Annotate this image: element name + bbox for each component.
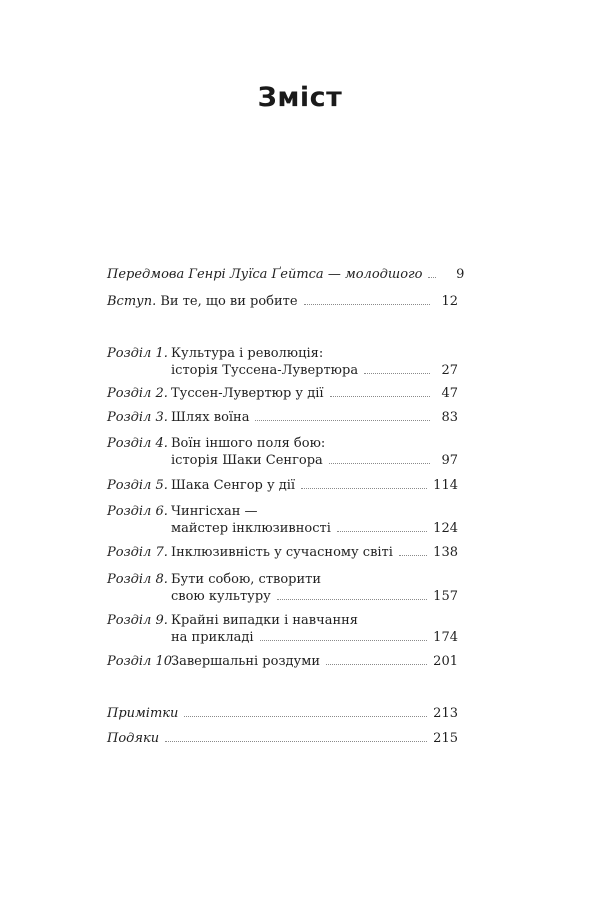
- chapter-label: Розділ 9.: [107, 613, 168, 628]
- toc-page-number: 124: [433, 521, 458, 536]
- toc-chapter-7[interactable]: [107, 544, 458, 561]
- chapter-title-line: на прикладі: [171, 630, 254, 645]
- toc-entry-introduction[interactable]: [107, 293, 458, 310]
- toc-page-number: 174: [433, 630, 458, 645]
- chapter-title-line: історія Туссена-Лувертюра: [171, 363, 359, 378]
- toc-entry-title: Ви те, що ви робите: [160, 294, 298, 309]
- chapter-title-line: Крайні випадки і навчання: [171, 613, 358, 628]
- toc-chapter-3[interactable]: [107, 409, 458, 426]
- toc-page-number: 213: [433, 706, 458, 721]
- dot-leader: [399, 555, 427, 556]
- chapter-title-line: Культура і революція:: [171, 346, 324, 361]
- toc-chapter-2[interactable]: [107, 385, 458, 402]
- toc-chapter-8[interactable]: [107, 571, 458, 605]
- toc-page-number: 215: [433, 731, 458, 746]
- toc-chapter-10[interactable]: [107, 653, 458, 670]
- toc-entry-acknowledgments[interactable]: [107, 730, 458, 747]
- dot-leader: [337, 531, 427, 532]
- chapter-title-line: Шака Сенгор у дії: [171, 478, 296, 493]
- chapter-label: Розділ 3.: [107, 410, 168, 425]
- chapter-title-line: Інклюзивність у сучасному світі: [171, 545, 393, 560]
- toc-page-number: 114: [433, 478, 458, 493]
- chapter-label: Розділ 10.: [107, 654, 177, 669]
- dot-leader: [364, 373, 430, 374]
- toc-entry-notes[interactable]: [107, 705, 458, 722]
- chapter-title-line: Чингісхан —: [171, 504, 258, 519]
- dot-leader: [329, 463, 430, 464]
- chapter-label: Розділ 1.: [107, 346, 168, 361]
- toc-page-number: 47: [441, 386, 458, 401]
- page-title: Зміст: [257, 82, 343, 113]
- dot-leader: [255, 420, 430, 421]
- toc-entry-foreword[interactable]: [107, 266, 465, 283]
- toc-page-number: 83: [441, 410, 458, 425]
- toc-chapter-9[interactable]: [107, 612, 458, 646]
- dot-leader: [326, 664, 427, 665]
- chapter-title-line: історія Шаки Сенгора: [171, 453, 323, 468]
- toc-page-number: 27: [441, 363, 458, 378]
- chapter-title-line: свою культуру: [171, 589, 271, 604]
- chapter-title-line: Завершальні роздуми: [171, 654, 320, 669]
- dot-leader: [304, 304, 430, 305]
- toc-page-number: 157: [433, 589, 458, 604]
- dot-leader: [184, 716, 427, 717]
- chapter-label: Розділ 4.: [107, 436, 168, 451]
- chapter-label: Розділ 6.: [107, 504, 168, 519]
- chapter-label: Розділ 8.: [107, 572, 168, 587]
- toc-page-number: 97: [441, 453, 458, 468]
- toc-chapter-6[interactable]: [107, 503, 458, 537]
- chapter-label: Розділ 2.: [107, 386, 168, 401]
- chapter-title-line: Шлях воїна: [171, 410, 250, 425]
- toc-chapter-1[interactable]: [107, 345, 458, 379]
- chapter-title-line: майстер інклюзивності: [171, 521, 331, 536]
- toc-entry-title: Примітки: [107, 706, 179, 721]
- chapter-label: Розділ 7.: [107, 545, 168, 560]
- dot-leader: [260, 640, 428, 641]
- toc-entry-title: Подяки: [107, 731, 160, 746]
- dot-leader: [428, 277, 436, 278]
- chapter-title-line: Бути собою, створити: [171, 572, 321, 587]
- toc-entry-title: Передмова Генрі Луїса Ґейтса — молодшого: [107, 267, 423, 282]
- toc-page-number: 12: [441, 294, 458, 309]
- toc-chapter-5[interactable]: [107, 477, 458, 494]
- chapter-title-line: Туссен-Лувертюр у дії: [171, 386, 324, 401]
- chapter-label: Розділ 5.: [107, 478, 168, 493]
- chapter-title-line: Воїн іншого поля бою:: [171, 436, 326, 451]
- toc-page-number: 9: [456, 267, 465, 282]
- toc-entry-prefix: Вступ.: [107, 294, 157, 309]
- toc-chapter-4[interactable]: [107, 435, 458, 469]
- toc-page-number: 138: [433, 545, 458, 560]
- dot-leader: [330, 396, 430, 397]
- dot-leader: [301, 488, 427, 489]
- toc-page-number: 201: [433, 654, 458, 669]
- dot-leader: [277, 599, 427, 600]
- dot-leader: [165, 741, 427, 742]
